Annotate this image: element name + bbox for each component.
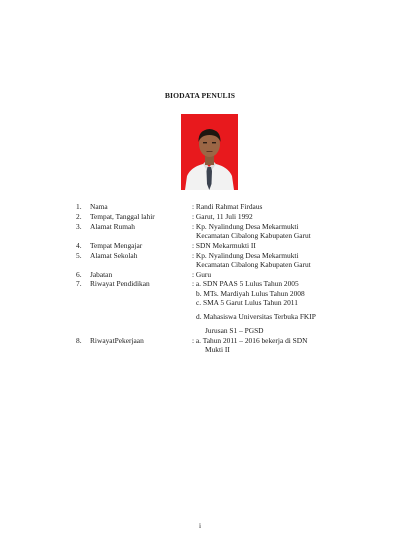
list-number: 5. [76,251,82,260]
field-value-alamat-rumah-cont: Kecamatan Cibalong Kabupaten Garut [196,231,311,240]
education-item: b. MTs. Mardiyah Lulus Tahun 2008 [196,289,305,298]
field-label-jabatan: Jabatan [90,270,113,279]
field-value-jabatan: : Guru [192,270,212,279]
page-number: i [198,521,202,530]
list-number: 1. [76,202,82,211]
list-number: 6. [76,270,82,279]
education-item: c. SMA 5 Garut Lulus Tahun 2011 [196,298,298,307]
field-value-riwayat-pendidikan: : a. SDN PAAS 5 Lulus Tahun 2005 [192,279,299,288]
field-label-alamat-rumah: Alamat Rumah [90,222,135,231]
field-label-ttl: Tempat, Tanggal lahir [90,212,155,221]
list-number: 2. [76,212,82,221]
field-label-riwayat-pendidikan: Riwayat Pendidikan [90,279,150,288]
field-value-riwayat-pekerjaan-cont: Mukti II [205,345,230,354]
list-number: 4. [76,241,82,250]
field-value-nama: : Randi Rahmat Firdaus [192,202,263,211]
field-label-tempat-mengajar: Tempat Mengajar [90,241,143,250]
list-number: 8. [76,336,82,345]
field-label-nama: Nama [90,202,108,211]
field-label-riwayat-pekerjaan: RiwayatPekerjaan [90,336,144,345]
person-portrait-icon [181,114,238,190]
field-value-ttl: : Garut, 11 Juli 1992 [192,212,253,221]
field-value-tempat-mengajar: : SDN Mekarmukti II [192,241,256,250]
education-item: d. Mahasiswa Universitas Terbuka FKIP [196,312,316,321]
field-label-alamat-sekolah: Alamat Sekolah [90,251,138,260]
page-title: BIODATA PENULIS [164,91,236,100]
author-photo [181,114,238,190]
field-value-alamat-sekolah: : Kp. Nyalindung Desa Mekarmukti [192,251,299,260]
field-value-alamat-rumah: : Kp. Nyalindung Desa Mekarmukti [192,222,299,231]
education-item-cont: Jurusan S1 – PGSD [205,326,264,335]
list-number: 7. [76,279,82,288]
field-value-riwayat-pekerjaan: : a. Tahun 2011 – 2016 bekerja di SDN [192,336,308,345]
field-value-alamat-sekolah-cont: Kecamatan Cibalong Kabupaten Garut [196,260,311,269]
list-number: 3. [76,222,82,231]
